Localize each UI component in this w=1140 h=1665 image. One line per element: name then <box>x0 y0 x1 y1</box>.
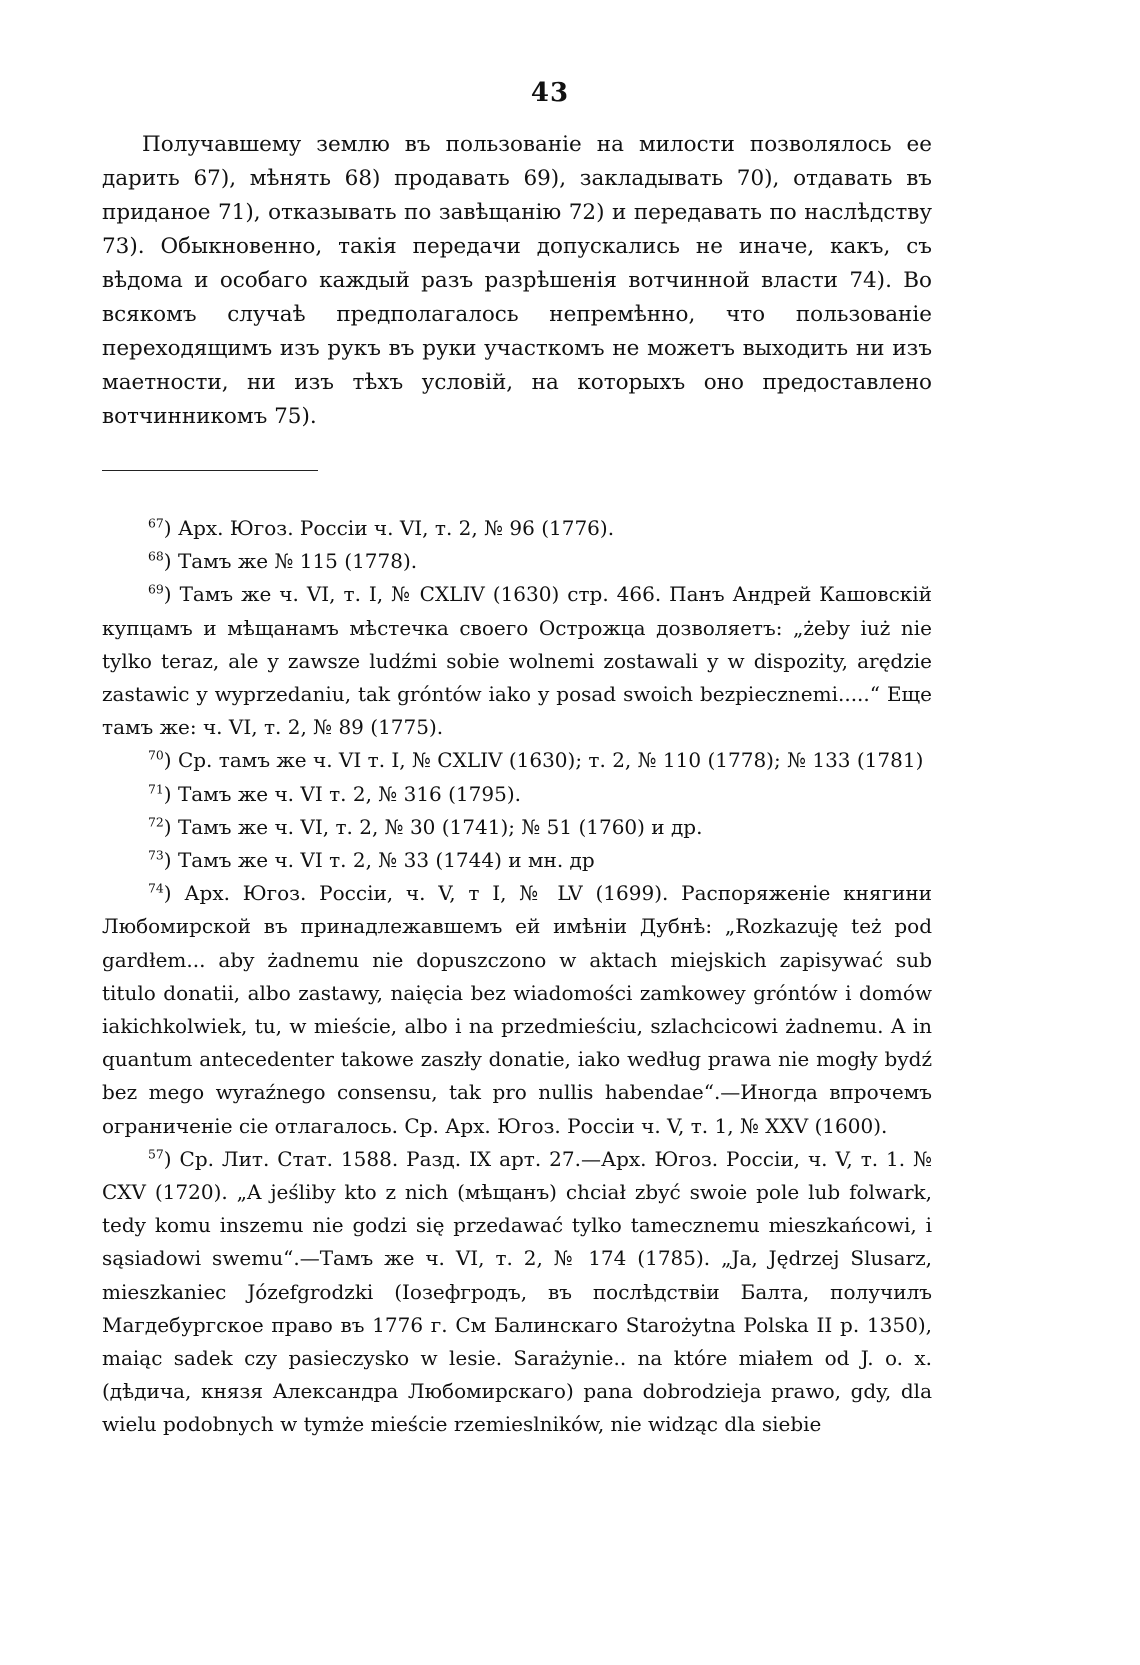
footnote: $^{73}$) Тамъ же ч. VI т. 2, № 33 (1744) и мн. др <box>148 847 595 873</box>
footnote-mark: 71 <box>148 780 164 796</box>
footnote: $^{74}$) Арх. Югоз. Россіи, ч. V, т I, № LV (1699). Распоряженіе княгини Любомирской въ принадлежавшемъ ей имѣніи Дубнѣ: „Rozkazuję też pod gardłem... aby żadnemu nie dopuszczono w aktach miejskich zapisywać sub titulo donatii, albo zastawy, naięcia bez wiadomości zamkowey gróntów i domów iakichkolwiek, tu, w mieście, albo i na przedmieściu, szlachcicowi żadnemu. A in quantum antecedenter takowe zaszły donatie, iako według prawa nie mogły bydź bez mego wyraźnego consensu, tak pro nullis habendae“.—Иногда впрочемъ ограниченіе сіе отлагалось. Ср. Арх. Югоз. Россіи ч. V, т. 1, № XXV (1600). <box>102 880 932 1138</box>
footnote-text: Арх. Югоз. Россіи, ч. V, т I, № LV (1699). Распоряженіе княгини Любомирской въ принадлежавшемъ ей имѣніи Дубнѣ: „Rozkazuję też pod gardłem... aby żadnemu nie dopuszczono w aktach miejskich zapisywać sub titulo donatii, albo zastawy, naięcia bez wiadomości zamkowey gróntów i domów iakichkolwiek, tu, w mieście, albo i na przedmieściu, szlachcicowi żadnemu. A in quantum antecedenter takowe zaszły donatie, iako według prawa nie mogły bydź bez mego wyraźnego consensu, tak pro nullis habendae“.—Иногда впрочемъ ограниченіе сіе отлагалось. Ср. Арх. Югоз. Россіи ч. V, т. 1, № XXV (1600). <box>102 881 932 1138</box>
footnote-mark: 68 <box>148 548 164 564</box>
footnote: $^{70}$) Ср. тамъ же ч. VI т. I, № CXLIV (1630); т. 2, № 110 (1778); № 133 (1781) <box>148 747 924 773</box>
footnote: $^{68}$) Тамъ же № 115 (1778). <box>148 548 418 574</box>
main-paragraph: Получавшему землю въ пользованіе на милости позволялось ее дарить 67), мѣнять 68) продавать 69), закладывать 70), отдавать въ приданое 71), отказывать по завѣщанію 72) и передавать по наслѣдству 73). Обыкновенно, такія передачи допускались не иначе, какъ, съ вѣдома и особаго каждый разъ разрѣшенія вотчинной власти 74). Во всякомъ случаѣ предполагалось непремѣнно, что пользованіе переходящимъ изъ рукъ въ руки участкомъ не можетъ выходить ни изъ маетности, ни изъ тѣхъ условій, на которыхъ оно предоставлено вотчинникомъ 75). <box>102 132 932 429</box>
footnote-text: Арх. Югоз. Россіи ч. VI, т. 2, № 96 (1776). <box>177 516 615 540</box>
footnote-text: Тамъ же ч. VI т. 2, № 316 (1795). <box>177 781 521 806</box>
footnote-mark: 70 <box>148 747 164 763</box>
footnote-text: Тамъ же ч. VI т. 2, № 33 (1744) и мн. др <box>177 848 595 873</box>
footnote-mark: 73 <box>148 847 164 863</box>
footnote-text: Тамъ же ч. VI, т. 2, № 30 (1741); № 51 (1760) и др. <box>177 814 703 839</box>
footnote-mark: 67 <box>148 515 164 531</box>
footnote: $^{67}$) Арх. Югоз. Россіи ч. VI, т. 2, № 96 (1776). <box>148 515 615 540</box>
footnote-mark: 74 <box>148 880 164 896</box>
footnote-mark: 57 <box>148 1146 164 1162</box>
footnote: $^{72}$) Тамъ же ч. VI, т. 2, № 30 (1741); № 51 (1760) и др. <box>148 814 703 839</box>
footnote: $^{71}$) Тамъ же ч. VI т. 2, № 316 (1795). <box>148 780 521 806</box>
footnote-mark: 72 <box>148 814 164 830</box>
footnote: $^{69}$) Тамъ же ч. VI, т. I, № CXLIV (1630) стр. 466. Панъ Андрей Кашовскій купцамъ и мѣщанамъ мѣстечка своего Острожца дозволяетъ: „żeby iuż nie tylko teraz, ale y zawsze ludźmi sobie wolnemi zostawali y w dispozity, arędzie zastawic y wyprzedaniu, tak gróntów iako y posad swoich bezpiecznemi.....“ Еще тамъ же: ч. VI, т. 2, № 89 (1775). <box>102 581 932 740</box>
footnote-text: Ср. Лит. Стат. 1588. Разд. IX арт. 27.—Арх. Югоз. Россіи, ч. V, т. 1. № CXV (1720). „A jeśliby kto z nich (мѣщанъ) chciał zbyć swoie pole lub folwark, tedy komu inszemu nie godzi się przedawać tylko tamecznemu mieszkańcowi, i sąsiadowi swemu“.—Тамъ же ч. VI, т. 2, № 174 (1785). „Ja, Jędrzej Slusarz, mieszkaniec Józefgrodzki (Іозефгродъ, въ послѣдствіи Балта, получилъ Магдебургское право въ 1776 г. См Балинскаго Starożytna Polska II р. 1350), maiąc sadek czy pasieczysko w lesie. Sarażynie.. na które miałem od J. o. x. (дѣдича, князя Александра Любомирскаго) pana dobrodzieja prawo, gdy, dla wielu podobnych w tymże mieście rzemieslników, nie widząc dla siebie <box>102 1146 932 1437</box>
footnote-mark: 69 <box>148 581 164 597</box>
footnote-separator <box>102 470 318 471</box>
page-number: 43 <box>530 78 570 108</box>
footnote-text: Тамъ же № 115 (1778). <box>177 549 418 574</box>
footnote-text: Ср. тамъ же ч. VI т. I, № CXLIV (1630); т. 2, № 110 (1778); № 133 (1781) <box>177 748 924 773</box>
footnotes-section <box>102 512 932 1442</box>
footnote-text: Тамъ же ч. VI, т. I, № CXLIV (1630) стр. 466. Панъ Андрей Кашовскій купцамъ и мѣщанамъ мѣстечка своего Острожца дозволяетъ: „żeby iuż nie tylko teraz, ale y zawsze ludźmi sobie wolnemi zostawali y w dispozity, arędzie zastawic y wyprzedaniu, tak gróntów iako y posad swoich bezpiecznemi.....“ Еще тамъ же: ч. VI, т. 2, № 89 (1775). <box>102 582 932 740</box>
footnote: $^{57}$) Ср. Лит. Стат. 1588. Разд. IX арт. 27.—Арх. Югоз. Россіи, ч. V, т. 1. № CXV (1720). „A jeśliby kto z nich (мѣщанъ) chciał zbyć swoie pole lub folwark, tedy komu inszemu nie godzi się przedawać tylko tamecznemu mieszkańcowi, i sąsiadowi swemu“.—Тамъ же ч. VI, т. 2, № 174 (1785). „Ja, Jędrzej Slusarz, mieszkaniec Józefgrodzki (Іозефгродъ, въ послѣдствіи Балта, получилъ Магдебургское право въ 1776 г. См Балинскаго Starożytna Polska II р. 1350), maiąc sadek czy pasieczysko w lesie. Sarażynie.. na które miałem od J. o. x. (дѣдича, князя Александра Любомирскаго) pana dobrodzieja prawo, gdy, dla wielu podobnych w tymże mieście rzemieslników, nie widząc dla siebie <box>102 1146 932 1437</box>
